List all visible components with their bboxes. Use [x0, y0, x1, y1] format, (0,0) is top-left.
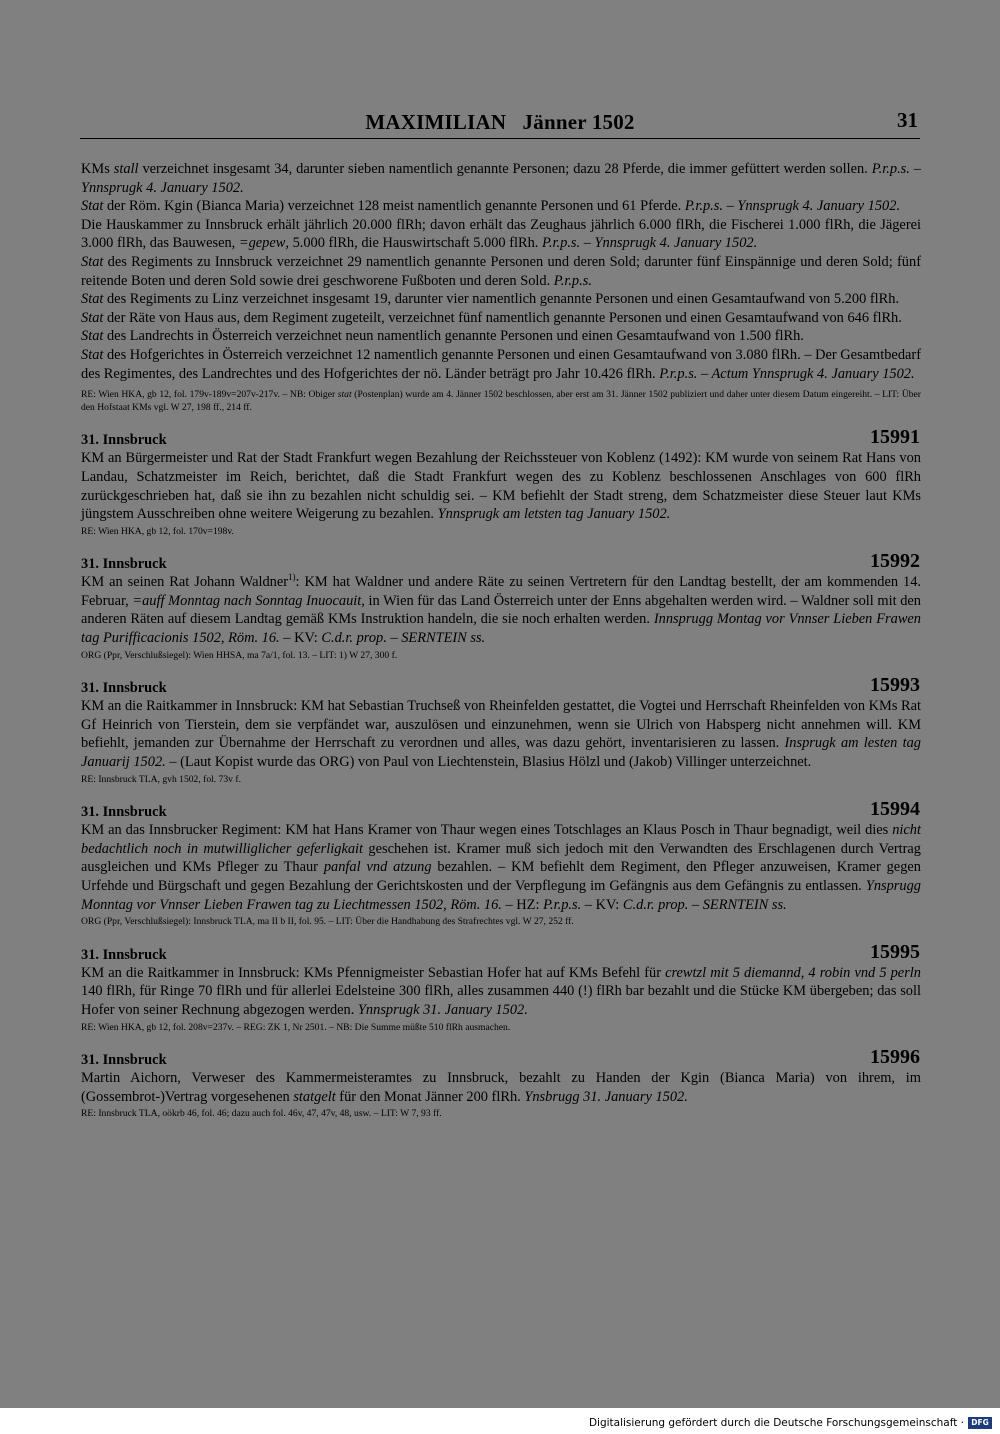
entry-date-place: 31. Innsbruck: [81, 680, 167, 697]
text-run: für den Monat Jänner 200 flRh.: [335, 1088, 525, 1105]
source-note: [81, 526, 921, 539]
italic-text: P.r.p.s. – Ynnsprugk 4. January 1502.: [684, 198, 901, 215]
italic-text: Stat: [81, 328, 104, 345]
text-run: des Hofgerichtes in Österreich verzeichnet 12 namentlich genannte Personen und einen Gesamtaufwand von 3.080 flRh. – Der Gesamtbedarf des Regimentes, des Landrechtes und des Hofgerichtes der nö. Länder beträgt pro Jahr 10.426 flRh.: [81, 346, 921, 382]
dfg-logo: DFG: [968, 1417, 992, 1429]
source-note: [81, 1022, 921, 1035]
italic-text: P.r.p.s. – Actum Ynnsprugk 4. January 1502.: [659, 365, 915, 382]
italic-text: Stat: [81, 346, 104, 363]
source-note: [81, 650, 921, 663]
credit-text: Digitalisierung gefördert durch die Deutsche Forschungsgemeinschaft ·: [588, 1417, 964, 1429]
italic-text: P.r.p.s.: [543, 896, 582, 913]
italic-text: Stat: [81, 309, 104, 326]
italic-text: C.d.r. prop. – SERNTEIN ss.: [622, 896, 787, 913]
entry-heading: [81, 550, 921, 573]
entry-heading: [81, 940, 921, 964]
text-run: KV:: [294, 630, 322, 647]
text-run: , in Wien für das Land Österreich unter der Enns abgehalten werden wird. – Waldner soll mit den anderen Räten auf diesem Landtag gemäß KMs Instruktion handeln, die sie noch erhalten werden.: [81, 592, 921, 628]
italic-text: Stat: [81, 253, 104, 270]
entry-heading: [81, 1046, 921, 1069]
entry-body: [81, 697, 921, 771]
text-run: : KM hat Waldner und andere Räte zu seinen Vertretern für den Landtag bestellt, der am kommenden 14. Februar,: [81, 574, 921, 609]
regest-entry: [81, 1046, 921, 1121]
intro-paragraph: [81, 309, 921, 328]
intro-paragraph: [81, 197, 921, 216]
regest-entry: [81, 674, 922, 786]
italic-text: Insprugk am lesten tag Januarij 1502.: [81, 735, 922, 771]
text-run: der Räte von Haus aus, dem Regiment zugeteilt, verzeichnet fünf namentlich genannte Personen und einen Gesamtaufwand von 646 flRh.: [103, 309, 902, 326]
text-run: ORG (Ppr, Verschlußsiegel): Wien HHSA, ma 7a/1, fol. 13. – LIT: 1) W 27, 300 f.: [81, 649, 398, 661]
regest-entry: [81, 940, 921, 1034]
entry-date-place: 31. Innsbruck: [81, 946, 167, 963]
digitization-credit: [589, 1417, 992, 1429]
entry-number: 15995: [870, 940, 920, 963]
page-content: [81, 160, 921, 1121]
entry-number: 15992: [870, 550, 920, 573]
entry-body: [81, 573, 921, 647]
italic-text: Innsprugg Montag vor Vnnser Lieben Frawen tag Purifficacionis 1502, Röm. 16. –: [81, 611, 922, 647]
entry-body: [81, 964, 921, 1020]
text-run: KM an die Raitkammer in Innsbruck: KM hat Sebastian Truchseß von Rheinfelden gestattet, die Vogtei und Herrschaft Rheinfelden von KMs Rat Gf Heinrich von Tierstein, dem sie verpfändet war, auszulösen und einzunehmen, wenn sie Ulrich von Habsperg nicht annehmen will. KM befiehlt, jemanden zur Übernahme der Herrschaft zu verordnen und alles, was dazu gehört, inventarisieren zu lassen.: [81, 698, 921, 752]
entry-date-place: 31. Innsbruck: [81, 804, 167, 821]
italic-text: Ynnsprugk 31. January 1502.: [357, 1001, 528, 1018]
text-run: geschehen ist. Kramer muß sich jedoch mit den Verwandten des Erschlagenen durch Vertrag ausgleichen und KMs Pfleger zu Thaur: [81, 840, 921, 876]
regest-entry: [81, 550, 922, 662]
text-run: – (Laut Kopist wurde das ORG) von Paul von Liechtenstein, Blasius Hölzl und (Jakob) Villinger unterzeichnet.: [165, 754, 812, 771]
text-run: KMs: [81, 161, 114, 177]
text-run: 140 flRh, für Ringe 70 flRh und für allerlei Edelsteine 300 flRh, alles zusammen 440 (!) flRh bar bezahlt und die Stücke KM übergeben; das soll Hofer von seiner Rechnung abgezogen werden.: [81, 983, 921, 1018]
italic-text: Stat: [81, 291, 104, 308]
entry-date-place: 31. Innsbruck: [81, 556, 167, 573]
text-run: (Postenplan) wurde am 4. Jänner 1502 beschlossen, aber erst am 31. Jänner 1502 publiziert und daher unter diesem Datum eingereiht. – LIT: Über den Hofstaat KMs vgl. W 27, 198 ff., 214 ff.: [81, 389, 921, 413]
text-run: Martin Aichorn, Verweser des Kammermeisteramtes zu Innsbruck, bezahlt zu Handen der Kgin (Bianca Maria) von ihrem, im (Gossembrot-)Vertrag vorgesehenen: [81, 1070, 921, 1105]
italic-text: Ynnsprugk am letsten tag January 1502.: [437, 506, 671, 523]
intro-paragraph: [81, 160, 921, 197]
intro-section: [81, 160, 921, 414]
entry-body: [81, 821, 921, 914]
intro-paragraph: [81, 290, 921, 309]
entry-number: 15996: [870, 1046, 920, 1069]
regest-entry: [81, 426, 921, 538]
text-run: der Röm. Kgin (Bianca Maria) verzeichnet 128 meist namentlich genannte Personen und 61 Pferde.: [103, 198, 685, 215]
text-run: verzeichnet insgesamt 34, darunter sieben namentlich genannte Personen; dazu 28 Pferde, die immer gefüttert werden sollen.: [138, 161, 872, 177]
italic-text: P.r.p.s. – Ynnsprugk 4. January 1502.: [541, 235, 758, 252]
entry-heading: [81, 798, 921, 821]
text-run: RE: Innsbruck TLA, oökrb 46, fol. 46; dazu auch fol. 46v, 47, 47v, 48, usw. – LIT: W 7, 93 ff.: [81, 1108, 442, 1120]
page-number: 31: [897, 108, 918, 132]
italic-text: stat: [337, 389, 352, 401]
intro-paragraph: [81, 253, 921, 290]
italic-text: stall: [113, 161, 139, 177]
entry-heading: [81, 426, 921, 449]
intro-paragraph: [81, 327, 921, 346]
italic-text: panfal vnd atzung: [323, 859, 432, 876]
text-run: ORG (Ppr, Verschlußsiegel): Innsbruck TLA, ma II b II, fol. 95. – LIT: Über die Handhabung des Strafrechtes vgl. W 27, 252 ff.: [81, 916, 574, 928]
entry-number: 15994: [870, 798, 920, 821]
text-run: KM an Bürgermeister und Rat der Stadt Frankfurt wegen Bezahlung der Reichssteuer von Koblenz (1492): KM wurde von seinem Rat Hans von Landau, Schatzmeister im Reich, berichtet, daß die Stadt Frankfurt wegen des zu Koblenz beschlossenen Anschlages von 600 flRh zurückgeschrieben hat, daß sie ihn zu bezahlen nicht schuldig sei. – KM befiehlt der Stadt streng, dem Schatzmeister diese Steuer laut KMs jüngstem Ausschreiben ohne weitere Weigerung zu bezahlen.: [81, 450, 921, 523]
text-run: RE: Wien HKA, gb 12, fol. 179v-189v=207v-217v. – NB: Obiger: [81, 389, 338, 401]
text-run: Die Hauskammer zu Innsbruck erhält jährlich 20.000 flRh; davon erhält das Zeughaus jährlich 6.000 flRh, die Fischerei 1.000 flRh, die Jägerei 3.000 flRh, das Bauwesen,: [81, 216, 921, 252]
text-run: , 5.000 flRh, die Hauswirtschaft 5.000 flRh.: [285, 235, 542, 252]
text-run: KM an das Innsbrucker Regiment: KM hat Hans Kramer von Thaur wegen eines Totschlages an Klaus Posch in Thaur begnadigt, weil dies: [81, 822, 893, 839]
italic-text: Ynsprugg Monntag vor Vnnser Lieben Frawen tag zu Liechtmessen 1502, Röm. 16.: [81, 878, 921, 913]
italic-text: nicht bedachtlich noch in mutwilliglicher geferligkait: [81, 822, 921, 857]
entry-body: [81, 449, 921, 523]
entry-number: 15993: [870, 674, 920, 697]
text-run: des Regiments zu Innsbruck verzeichnet 29 namentlich genannte Personen und deren Sold; darunter fünf Einspännige und deren Sold; fünf reitende Boten und deren Sold sowie drei geschworene Fußboten und deren Sold.: [81, 253, 921, 289]
source-note: [81, 1108, 921, 1121]
entry-date-place: 31. Innsbruck: [81, 432, 167, 449]
italic-text: statgelt: [293, 1088, 336, 1105]
text-run: RE: Wien HKA, gb 12, fol. 170v=198v.: [81, 525, 234, 537]
italic-text: crewtzl mit 5 diemannd, 4 robin vnd 5 perln: [665, 964, 921, 981]
entry-date-place: 31. Innsbruck: [81, 1052, 167, 1069]
page-header: [80, 108, 920, 139]
italic-text: C.d.r. prop. – SERNTEIN ss.: [321, 630, 486, 647]
text-run: – HZ:: [501, 896, 544, 913]
source-note: [81, 774, 921, 787]
text-run: KM an die Raitkammer in Innsbruck: KMs Pfennigmeister Sebastian Hofer hat auf KMs Befehl für: [81, 964, 666, 981]
italic-text: P.r.p.s.: [553, 272, 592, 289]
entry-number: 15991: [870, 426, 920, 449]
regest-entry: [81, 798, 921, 929]
italic-text: P.r.p.s. – Ynnsprugk 4. January 1502.: [81, 161, 921, 196]
entry-heading: [81, 674, 921, 697]
text-run: RE: Innsbruck TLA, gvh 1502, fol. 73v f.: [81, 773, 241, 785]
text-run: KM an seinen Rat Johann Waldner: [81, 574, 289, 591]
running-title: MAXIMILIAN Jänner 1502: [365, 110, 635, 134]
italic-text: Ynsbrugg 31. January 1502.: [524, 1088, 688, 1105]
intro-paragraph: [81, 346, 921, 383]
text-run: bezahlen. – KM befiehlt dem Regiment, den Pfleger anzuweisen, Kramer gegen Urfehde und Bürgschaft und gegen Bezahlung der Gerichtskosten und der Verpflegung im Gefängnis aus dem Gefängnis zu entlassen.: [81, 859, 921, 894]
text-run: – KV:: [581, 896, 623, 913]
footnote-marker: 1): [288, 572, 296, 583]
source-note: [81, 389, 921, 414]
italic-text: Stat: [81, 198, 104, 215]
text-run: des Regiments zu Linz verzeichnet insgesamt 19, darunter vier namentlich genannte Personen und einen Gesamtaufwand von 5.200 flRh.: [103, 291, 900, 308]
text-run: RE: Wien HKA, gb 12, fol. 208v=237v. – REG: ZK 1, Nr 2501. – NB: Die Summe müßte 510 flRh ausmachen.: [81, 1021, 511, 1033]
intro-paragraph: [81, 216, 921, 253]
italic-text: =gepew: [238, 235, 286, 252]
entry-body: [81, 1069, 921, 1106]
italic-text: =auff Monntag nach Sonntag Inuocauit: [132, 592, 362, 609]
source-note: [81, 916, 921, 929]
text-run: des Landrechts in Österreich verzeichnet neun namentlich genannte Personen und einen Gesamtaufwand von 1.500 flRh.: [103, 328, 804, 345]
